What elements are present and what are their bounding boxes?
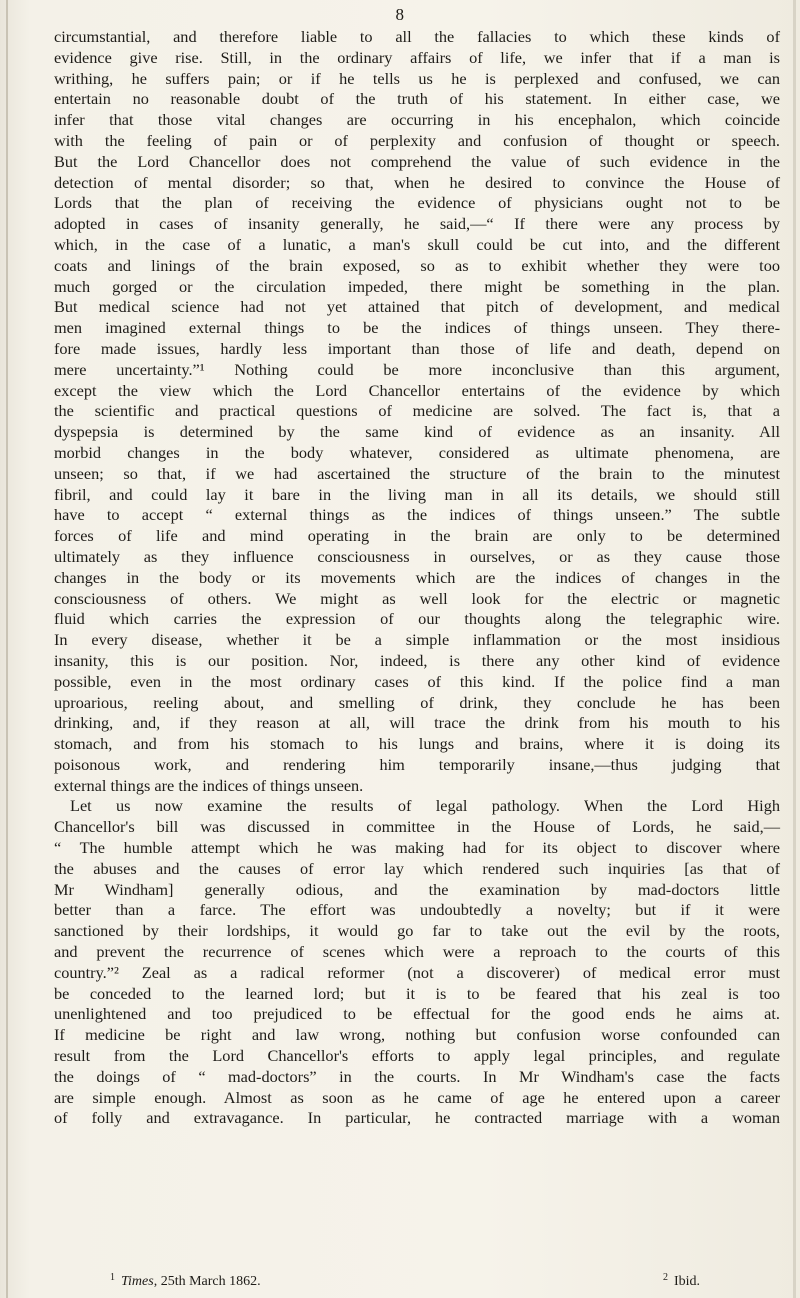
text-line: possible, even in the most ordinary cases of this kind. If the police find a man xyxy=(54,671,780,691)
text-line: fore made issues, hardly less important than those of life and death, depend on xyxy=(54,338,780,358)
text-line: with the feeling of pain or of perplexity and confusion of thought or speech. xyxy=(54,130,780,150)
text-line: the abuses and the causes of error lay which rendered such inquiries [as that of xyxy=(54,858,780,878)
footnote-mark: 1 xyxy=(110,1272,115,1283)
text-line: mere uncertainty.”¹ Nothing could be more inconclusive than this argument, xyxy=(54,359,780,379)
text-line: unseen; so that, if we had ascertained the structure of the brain to the minutest xyxy=(54,463,780,483)
text-line: Mr Windham] generally odious, and the examination by mad-doctors little xyxy=(54,879,780,899)
text-line: the doings of “ mad-doctors” in the courts. In Mr Windham's case the facts xyxy=(54,1066,780,1086)
text-line: circumstantial, and therefore liable to all the fallacies to which these kinds of xyxy=(54,27,780,46)
text-line: But medical science had not yet attained that pitch of development, and medical xyxy=(54,297,780,317)
text-line: better than a farce. The effort was undoubtedly a novelty; but if it were xyxy=(54,900,780,920)
text-line: be conceded to the learned lord; but it is to be feared that his zeal is too xyxy=(54,983,780,1003)
text-line: the scientific and practical questions of medicine are solved. The fact is, that a xyxy=(54,401,780,421)
text-line: sanctioned by their lordships, it would go far to take out the evil by the roots, xyxy=(54,921,780,941)
text-line: But the Lord Chancellor does not comprehend the value of such evidence in the xyxy=(54,151,780,171)
footnotes xyxy=(110,1274,700,1290)
text-line: uproarious, reeling about, and smelling of drink, they conclude he has been xyxy=(54,692,780,712)
text-line: entertain no reasonable doubt of the truth of his statement. In either case, we xyxy=(54,89,780,109)
page-right-edge xyxy=(793,0,796,1298)
text-line: and prevent the recurrence of scenes which were a reproach to the courts of this xyxy=(54,942,780,962)
text-line: dyspepsia is determined by the same kind of evidence as an insanity. All xyxy=(54,422,780,442)
text-line: drinking, and, if they reason at all, will trace the drink from his mouth to his xyxy=(54,713,780,733)
text-line: morbid changes in the body whatever, considered as ultimate phenomena, are xyxy=(54,442,780,462)
footnote-1 xyxy=(110,1274,261,1290)
page-left-edge xyxy=(6,0,8,1298)
text-line: Chancellor's bill was discussed in committee in the House of Lords, he said,— xyxy=(54,817,780,837)
text-line: fibril, and could lay it bare in the living man in all its details, we should still xyxy=(54,484,780,504)
text-line: In every disease, whether it be a simple inflammation or the most insidious xyxy=(54,630,780,650)
text-line: are simple enough. Almost as soon as he came of age he entered upon a career xyxy=(54,1087,780,1107)
text-line: If medicine be right and law wrong, nothing but confusion worse confounded can xyxy=(54,1025,780,1045)
body-text xyxy=(54,27,780,1129)
text-line: evidence give rise. Still, in the ordinary affairs of life, we infer that if a man is xyxy=(54,47,780,67)
footnote-source: Times xyxy=(121,1274,154,1289)
text-line: poisonous work, and rendering him temporarily insane,—thus judging that xyxy=(54,754,780,774)
text-line: adopted in cases of insanity generally, he said,—“ If there were any process by xyxy=(54,214,780,234)
text-line: forces of life and mind operating in the brain are only to be determined xyxy=(54,526,780,546)
text-line: changes in the body or its movements which are the indices of changes in the xyxy=(54,567,780,587)
text-line: detection of mental disorder; so that, when he desired to convince the House of xyxy=(54,172,780,192)
text-line: of folly and extravagance. In particular, he contracted marriage with a woman xyxy=(54,1108,780,1128)
footnote-text: , 25th March 1862. xyxy=(153,1274,261,1289)
footnote-2 xyxy=(663,1274,700,1290)
text-line: men imagined external things to be the indices of things unseen. They there- xyxy=(54,318,780,338)
text-line: fluid which carries the expression of our thoughts along the telegraphic wire. xyxy=(54,609,780,629)
text-line: much gorged or the circulation impeded, there might be something in the plan. xyxy=(54,276,780,296)
text-line: external things are the indices of things unseen. xyxy=(54,775,364,795)
text-line: stomach, and from his stomach to his lungs and brains, where it is doing its xyxy=(54,734,780,754)
text-line: infer that those vital changes are occurring in his encephalon, which coincide xyxy=(54,110,780,130)
page-number: 8 xyxy=(395,5,405,24)
text-line: writhing, he suffers pain; or if he tells us he is perplexed and confused, we can xyxy=(54,68,780,88)
text-line: insanity, this is our position. Nor, indeed, is there any other kind of evidence xyxy=(54,650,780,670)
footnote-text: Ibid. xyxy=(673,1274,700,1289)
text-line: which, in the case of a lunatic, a man's skull could be cut into, and the different xyxy=(54,234,780,254)
footnote-mark: 2 xyxy=(662,1272,668,1283)
text-line: have to accept “ external things as the indices of things unseen.” The subtle xyxy=(54,505,780,525)
text-line: result from the Lord Chancellor's efforts to apply legal principles, and regulate xyxy=(54,1046,780,1066)
text-line: except the view which the Lord Chancellor entertains of the evidence by which xyxy=(54,380,780,400)
text-line: coats and linings of the brain exposed, so as to exhibit whether they were too xyxy=(54,255,780,275)
text-line: consciousness of others. We might as well look for the electric or magnetic xyxy=(54,588,780,608)
text-line: unenlightened and too prejudiced to be effectual for the good ends he aims at. xyxy=(54,1004,780,1024)
text-line: “ The humble attempt which he was making had for its object to discover where xyxy=(54,838,780,858)
text-line: country.”² Zeal as a radical reformer (not a discoverer) of medical error must xyxy=(54,962,780,982)
text-line: Lords that the plan of receiving the evidence of physicians ought not to be xyxy=(54,193,780,213)
text-line: ultimately as they influence consciousness in ourselves, or as they cause those xyxy=(54,546,780,566)
text-line: Let us now examine the results of legal pathology. When the Lord High xyxy=(70,796,780,816)
